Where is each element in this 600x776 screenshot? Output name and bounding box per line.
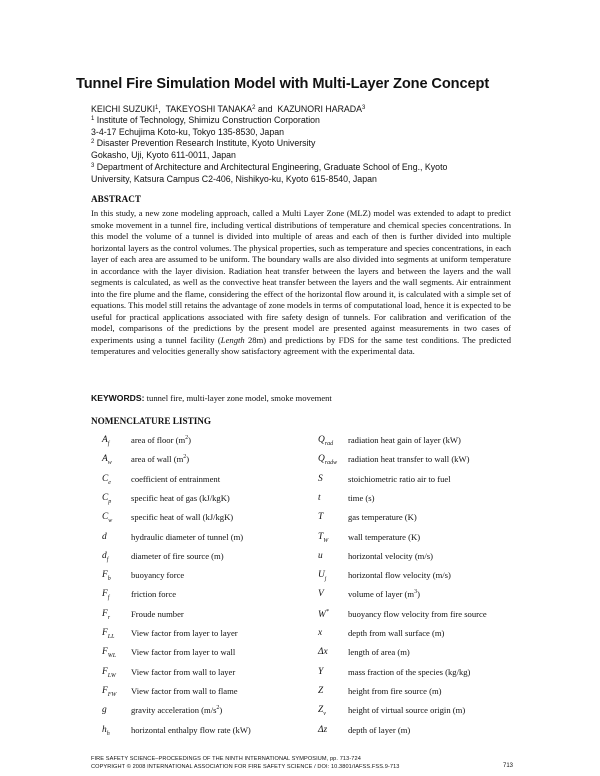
symbol-base: Q: [318, 454, 325, 465]
description-text-end: ): [186, 454, 190, 465]
nomenclature-description: [131, 454, 189, 464]
symbol-subscript: w: [107, 460, 112, 467]
symbol-base: U: [318, 570, 325, 581]
symbol-subscript: W: [323, 537, 329, 544]
affiliation-text: Disaster Prevention Research Institute, Kyoto University: [96, 138, 316, 148]
nomenclature-description: [131, 609, 184, 619]
description-text: View factor from wall to layer: [131, 666, 236, 677]
affiliation-2-address: Gokasho, Uji, Kyoto 611-0011, Japan: [91, 150, 236, 160]
symbol-base: Z: [318, 685, 324, 696]
nomenclature-description: [348, 628, 444, 638]
symbol-base: F: [102, 628, 108, 638]
description-text: buoyancy force: [131, 570, 185, 581]
abstract-text: 28m) and predictions by FDS for the same test conditions. The predicted temperatures and velocities generally show satisfactory agreement with the experimental data.: [91, 334, 512, 356]
nomenclature-symbol: [102, 609, 110, 621]
symbol-subscript: radw: [324, 460, 338, 467]
nomenclature-description: [348, 589, 420, 599]
description-text: diameter of fire source (m): [131, 550, 224, 561]
page-number: 713: [503, 763, 514, 769]
nomenclature-description: [131, 570, 184, 580]
footer-proceedings: FIRE SAFETY SCIENCE–PROCEEDINGS OF THE NINTH INTERNATIONAL SYMPOSIUM, pp. 713-724: [91, 756, 361, 762]
nomenclature-symbol: [318, 493, 321, 503]
affiliation-mark: 2: [91, 139, 95, 145]
nomenclature-symbol: [318, 705, 326, 717]
nomenclature-row: [0, 512, 600, 532]
symbol-base: F: [102, 685, 108, 696]
symbol-base: W: [318, 609, 326, 620]
description-text-end: ): [417, 589, 420, 600]
symbol-base: F: [102, 666, 108, 677]
description-text: friction force: [131, 589, 177, 600]
description-text: horizontal flow velocity (m/s): [348, 570, 451, 581]
nomenclature-symbol: [318, 589, 324, 599]
description-text: radiation heat gain of layer (kW): [348, 435, 461, 445]
nomenclature-row: [0, 551, 600, 571]
description-text: specific heat of wall (kJ/kgK): [131, 512, 234, 523]
nomenclature-description: [131, 532, 243, 542]
author-separator: and: [255, 104, 278, 114]
nomenclature-description: [348, 725, 410, 735]
symbol-base: F: [102, 570, 108, 581]
nomenclature-symbol: [318, 551, 323, 561]
nomenclature-row: [0, 628, 600, 648]
description-text: specific heat of gas (kJ/kgK): [131, 492, 230, 503]
description-text: height of virtual source origin (m): [348, 705, 466, 716]
nomenclature-symbol: [318, 512, 323, 522]
description-text: gas temperature (K): [348, 512, 417, 523]
symbol-subscript: e: [108, 479, 111, 486]
symbol-subscript: v: [323, 711, 326, 718]
description-text: mass fraction of the species (kg/kg): [348, 666, 471, 677]
description-text: radiation heat transfer to wall (kW): [348, 454, 470, 465]
affiliation-mark: 3: [91, 163, 95, 169]
description-text: View factor from wall to flame: [131, 685, 238, 696]
nomenclature-symbol: [102, 435, 109, 447]
description-text: hydraulic diameter of tunnel (m): [131, 531, 244, 542]
nomenclature-symbol: [102, 725, 110, 737]
affiliation-text: Institute of Technology, Shimizu Construction Corporation: [96, 115, 320, 125]
description-text: View factor from layer to wall: [131, 647, 236, 658]
symbol-base: Δz: [318, 724, 328, 735]
nomenclature-row: [0, 647, 600, 667]
nomenclature-row: [0, 532, 600, 552]
symbol-base: S: [318, 473, 323, 484]
nomenclature-description: [131, 725, 251, 735]
symbol-subscript: h: [106, 730, 110, 737]
keywords-text: tunnel fire, multi-layer zone model, smoke movement: [144, 393, 332, 403]
symbol-subscript: f: [106, 556, 109, 563]
symbol-base: d: [102, 550, 107, 561]
description-text: area of wall (m: [131, 454, 184, 465]
nomenclature-symbol: [102, 686, 116, 698]
symbol-base: C: [102, 473, 109, 484]
description-text: height from fire source (m): [348, 685, 442, 696]
nomenclature-description: [348, 454, 469, 464]
nomenclature-description: [348, 647, 410, 657]
symbol-base: Δx: [318, 647, 328, 658]
nomenclature-symbol: [318, 725, 327, 735]
description-text: horizontal enthalpy flow rate (kW): [131, 724, 251, 735]
nomenclature-symbol: [318, 647, 328, 657]
description-text: coefficient of entrainment: [131, 473, 221, 484]
description-text: gravity acceleration (m/s: [131, 705, 217, 716]
affiliation-1: [91, 115, 320, 125]
author-name: KEICHI SUZUKI: [91, 104, 156, 114]
nomenclature-row: [0, 454, 600, 474]
nomenclature-symbol: [318, 609, 329, 620]
author-affiliation-mark: 2: [252, 105, 256, 111]
symbol-base: A: [102, 454, 108, 465]
nomenclature-symbol: [102, 474, 111, 486]
symbol-base: Q: [318, 435, 325, 445]
symbol-base: u: [318, 550, 323, 561]
nomenclature-symbol: [102, 705, 107, 715]
nomenclature-symbol: [318, 570, 326, 582]
symbol-base: t: [318, 492, 321, 503]
nomenclature-symbol: [318, 474, 323, 484]
paper-title: Tunnel Fire Simulation Model with Multi-Layer Zone Concept: [76, 76, 490, 92]
symbol-subscript: f: [107, 440, 110, 447]
symbol-base: g: [102, 705, 107, 716]
description-text: time (s): [348, 492, 375, 503]
symbol-base: x: [318, 628, 323, 638]
nomenclature-description: [131, 667, 235, 677]
symbol-base: Y: [318, 666, 324, 677]
abstract-text: In this study, a new zone modeling approach, called a Multi Layer Zone (MLZ) model was extended to adapt to predict smoke movement in a tunnel fire, including vertical distributions of temperature and chemical species concentrations. In this model the volume of a tunnel is divided into multiple of areas and each of then is further divided into multiple horizontal layers as the control volumes. The physical properties, such as temperature and species concentrations, in each layer of each area are assumed to be uniform. The boundary walls are also divided into segments at uniform temperature in accordance with the layer division. Radiation heat transfer between the layers and between the layers and the wall segments is calculated, as well as the convective heat transfer between the layers and the wall segments. Air entrainment into the fire plume and the flame, considering the effect of the horizontal flow around it, is calculated with a simple set of equations. This model still retains the advantage of zone models in terms of computational load, hence it is expected to be useful for practical applications associated with fire safety design of tunnels. For calibration and verification of the model, comparisons of the predictions by the present model are presented against measurements in two cases of experiments using a tunnel facility (: [91, 208, 511, 345]
symbol-subscript: f: [107, 595, 110, 602]
description-text: wall temperature (K): [348, 531, 421, 542]
author-affiliation-mark: 3: [362, 105, 366, 111]
nomenclature-symbol: [318, 532, 328, 544]
nomenclature-symbol: [102, 647, 116, 659]
description-text-end: ): [188, 435, 192, 445]
nomenclature-symbol: [102, 628, 114, 640]
symbol-base: F: [102, 589, 108, 600]
symbol-base: V: [318, 589, 324, 600]
symbol-subscript: r: [107, 614, 111, 621]
nomenclature-description: [348, 551, 433, 561]
description-text: View factor from layer to layer: [131, 628, 238, 638]
nomenclature-row: [0, 570, 600, 590]
nomenclature-symbol: [102, 589, 109, 601]
nomenclature-description: [348, 512, 417, 522]
description-superscript: 2: [183, 454, 187, 461]
nomenclature-description: [131, 551, 224, 561]
nomenclature-row: [0, 589, 600, 609]
nomenclature-symbol: [102, 532, 107, 542]
nomenclature-description: [348, 570, 451, 580]
symbol-base: T: [318, 512, 324, 523]
author-list: [91, 104, 365, 114]
description-text: horizontal velocity (m/s): [348, 550, 433, 561]
nomenclature-description: [131, 512, 233, 522]
nomenclature-description: [131, 435, 191, 445]
author-separator: ,: [158, 104, 166, 114]
nomenclature-row: [0, 435, 600, 455]
abstract-heading: ABSTRACT: [91, 194, 142, 204]
nomenclature-symbol: [102, 454, 112, 466]
nomenclature-symbol: [102, 570, 111, 582]
abstract-text-italic: Length: [220, 334, 245, 345]
nomenclature-row: [0, 686, 600, 706]
nomenclature-symbol: [102, 667, 116, 679]
symbol-base: h: [102, 724, 107, 735]
affiliation-3: [91, 162, 447, 172]
symbol-subscript: p: [108, 498, 112, 505]
nomenclature-row: [0, 667, 600, 687]
nomenclature-description: [131, 647, 235, 657]
nomenclature-description: [348, 667, 470, 677]
nomenclature-description: [348, 474, 451, 484]
nomenclature-symbol: [318, 628, 322, 638]
nomenclature-symbol: [318, 435, 333, 447]
nomenclature-heading: NOMENCLATURE LISTING: [91, 416, 212, 426]
symbol-superscript: *: [325, 608, 329, 615]
description-text: stoichiometric ratio air to fuel: [348, 473, 451, 484]
symbol-base: Z: [318, 705, 324, 716]
symbol-subscript: LL: [107, 633, 115, 640]
description-superscript: 3: [414, 589, 418, 596]
affiliation-mark: 1: [91, 116, 95, 122]
description-text: area of floor (m: [131, 435, 186, 445]
symbol-subscript: LW: [107, 672, 116, 679]
nomenclature-row: [0, 474, 600, 494]
nomenclature-description: [131, 474, 220, 484]
nomenclature-description: [131, 686, 238, 696]
nomenclature-description: [348, 705, 465, 715]
description-text: length of area (m): [348, 647, 410, 658]
symbol-base: A: [102, 435, 108, 445]
nomenclature-row: [0, 493, 600, 513]
nomenclature-symbol: [102, 493, 111, 505]
symbol-base: F: [102, 647, 108, 658]
nomenclature-row: [0, 725, 600, 745]
description-text: depth from wall surface (m): [348, 628, 445, 638]
nomenclature-row: [0, 705, 600, 725]
affiliation-text: Department of Architecture and Architectural Engineering, Graduate School of Eng., Kyoto: [96, 162, 448, 172]
nomenclature-description: [348, 609, 487, 619]
nomenclature-description: [348, 435, 461, 445]
nomenclature-row: [0, 609, 600, 629]
nomenclature-symbol: [102, 551, 108, 563]
description-text: depth of layer (m): [348, 724, 411, 735]
symbol-subscript: w: [108, 518, 113, 525]
author-name: TAKEYOSHI TANAKA: [165, 104, 253, 114]
keywords: [91, 393, 332, 403]
symbol-subscript: rad: [324, 440, 334, 447]
nomenclature-description: [348, 493, 375, 503]
nomenclature-description: [131, 705, 222, 715]
description-text-end: ): [219, 705, 223, 716]
symbol-base: d: [102, 531, 107, 542]
symbol-subscript: j: [324, 575, 327, 582]
symbol-subscript: FW: [107, 691, 117, 698]
nomenclature-symbol: [318, 686, 323, 696]
nomenclature-symbol: [318, 667, 323, 677]
description-superscript: 2: [216, 705, 220, 712]
symbol-subscript: b: [107, 575, 111, 582]
nomenclature-description: [348, 686, 442, 696]
symbol-base: F: [102, 608, 108, 619]
author-name: KAZUNORI HARADA: [277, 104, 363, 114]
nomenclature-description: [131, 589, 176, 599]
affiliation-1-address: 3-4-17 Echujima Koto-ku, Tokyo 135-8530, Japan: [91, 127, 284, 137]
description-text: buoyancy flow velocity from fire source: [348, 608, 487, 619]
author-affiliation-mark: 1: [155, 105, 159, 111]
symbol-subscript: WL: [107, 653, 117, 660]
affiliation-2: [91, 138, 315, 148]
nomenclature-description: [131, 628, 238, 638]
nomenclature-description: [348, 532, 420, 542]
nomenclature-description: [131, 493, 230, 503]
keywords-label: KEYWORDS:: [91, 393, 145, 403]
nomenclature-symbol: [102, 512, 112, 524]
description-text: volume of layer (m: [348, 589, 415, 600]
symbol-base: C: [102, 512, 109, 523]
symbol-base: T: [318, 531, 324, 542]
description-text: Froude number: [131, 608, 184, 619]
abstract-body: [91, 208, 511, 358]
symbol-base: C: [102, 492, 109, 503]
footer-copyright: COPYRIGHT © 2008 INTERNATIONAL ASSOCIATION FOR FIRE SAFETY SCIENCE / DOI: 10.3801/IAFSS.FSS.9-713: [91, 764, 400, 770]
nomenclature-symbol: [318, 454, 337, 466]
affiliation-3-address: University, Katsura Campus C2-406, Nishikyo-ku, Kyoto 615-8540, Japan: [91, 174, 377, 184]
description-superscript: 2: [185, 435, 189, 442]
